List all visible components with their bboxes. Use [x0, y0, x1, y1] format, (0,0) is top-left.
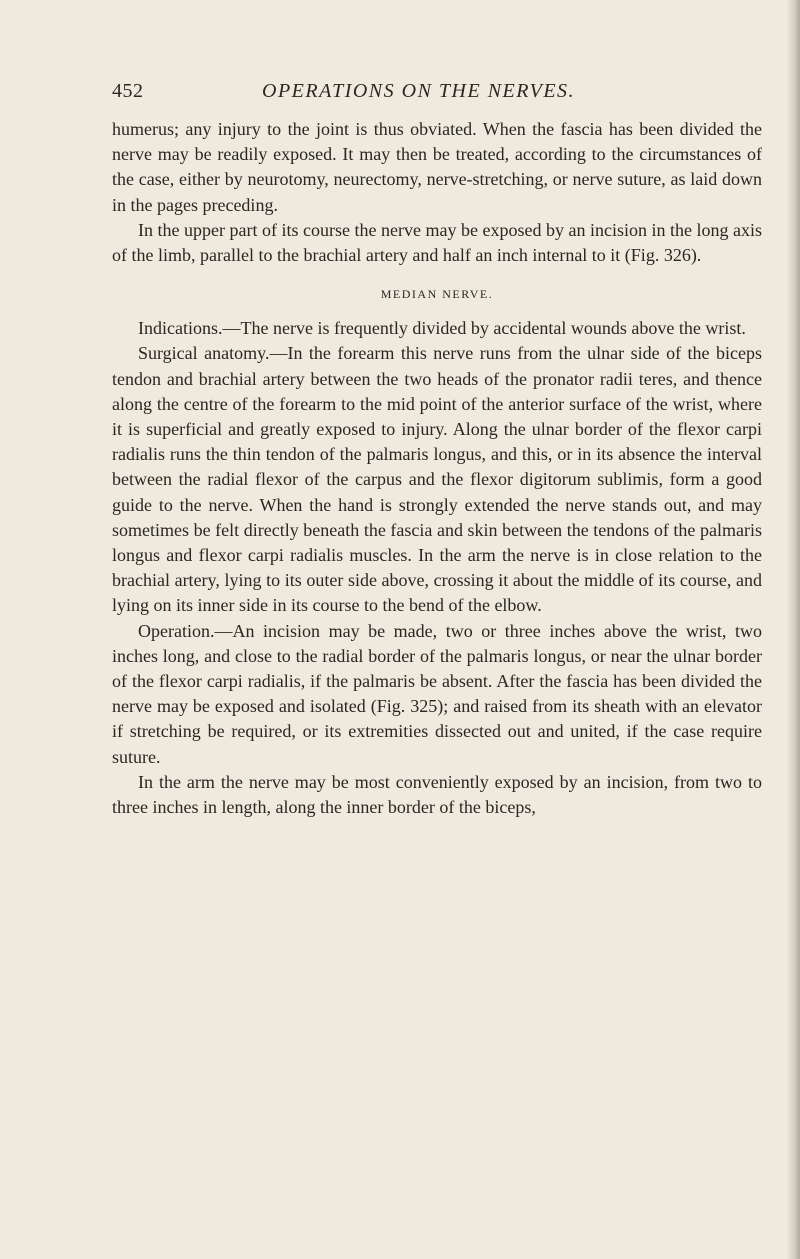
page-number: 452: [112, 80, 144, 102]
body-text: [112, 117, 762, 820]
paragraph-continuation: humerus; any injury to the joint is thus obviated. When the fascia has been divided the nerve may be readily exposed. It may then be treated, according to the circumstances of the case, either by neurotomy, neurectomy, nerve-stretching, or nerve suture, as laid down in the pages preceding.: [112, 119, 762, 215]
page-edge-shadow: [786, 0, 800, 1259]
paragraph-indications: Indications.—The nerve is frequently divided by accidental wounds above the wrist.: [138, 318, 746, 339]
paragraph-surgical-anatomy: Surgical anatomy.—In the forearm this nerve runs from the ulnar side of the biceps tendon and brachial artery between the two heads of the pronator radii teres, and thence along the centre of the forearm to the mid point of the anterior surface of the wrist, where it is superficial and greatly exposed to injury. Along the ulnar border of the flexor carpi radialis runs the thin tendon of the palmaris longus, and this, or in its absence the interval between the radial flexor of the carpus and the flexor digitorum sublimis, form a good guide to the nerve. When the hand is strongly extended the nerve stands out, and may sometimes be felt directly beneath the fascia and skin between the tendons of the palmaris longus and flexor carpi radialis muscles. In the arm the nerve is in close relation to the brachial artery, lying to its outer side above, crossing it about the middle of its course, and lying on its inner side in its course to the bend of the elbow.: [112, 343, 762, 616]
running-head: [112, 80, 762, 110]
paragraph-operation: Operation.—An incision may be made, two or three inches above the wrist, two inches long, and close to the radial border of the palmaris longus, or near the ulnar border of the flexor carpi radialis, if the palmaris be absent. After the fascia has been divided the nerve may be exposed and isolated (Fig. 325); and raised from its sheath with an elevator if stretching be required, or its extremities dissected out and united, if the case require suture.: [112, 620, 762, 767]
paragraph-upper-course: In the upper part of its course the nerve may be exposed by an incision in the long axis of the limb, parallel to the brachial artery and half an inch internal to it (Fig. 326).: [112, 219, 762, 266]
section-heading: MEDIAN NERVE.: [380, 287, 494, 302]
paragraph-arm-exposure: In the arm the nerve may be most conveniently exposed by an incision, from two to three inches in length, along the inner border of the biceps,: [112, 771, 762, 818]
running-title: OPERATIONS ON THE NERVES.: [262, 80, 576, 102]
